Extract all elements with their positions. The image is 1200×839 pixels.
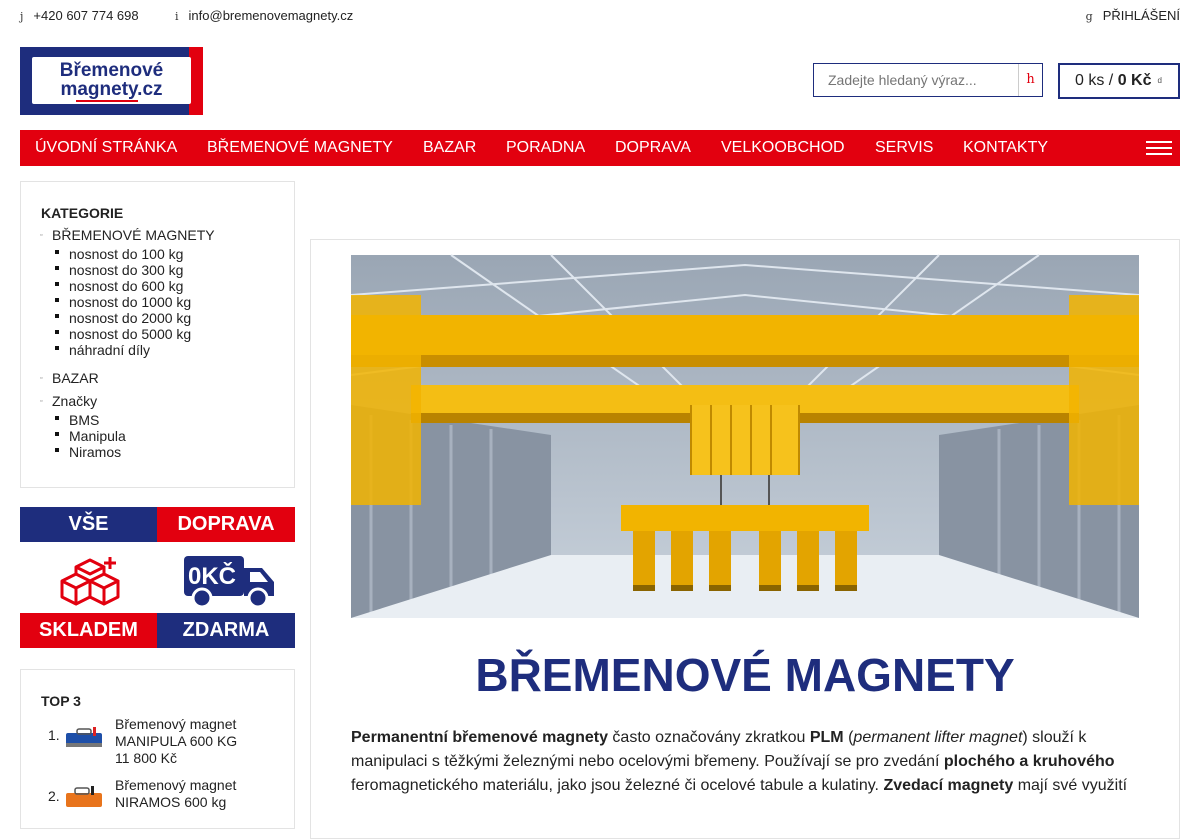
mail-icon: i [175,10,179,23]
logo-line-2: magnety.cz [60,79,163,100]
email-address: info@bremenovemagnety.cz [188,8,354,23]
nav-item-home[interactable]: ÚVODNÍ STRÁNKA [35,139,178,156]
main-content [310,239,1180,839]
subcategory-item[interactable]: nosnost do 600 kg [69,278,184,294]
promo-banner[interactable] [20,507,295,648]
site-logo[interactable] [20,47,203,115]
boxes-icon [54,551,124,607]
promo-shipping: DOPRAVA [157,507,295,542]
intro-paragraph: Permanentní břemenové magnety často označovány zkratkou PLM (permanent lifter magnet) slouží k manipulaci s těžkými železnými nebo ocelovými břemeny. Používají se pro zvedání plochého a kruhového feromagnetického materiálu, jako jsou železné či ocelové tabule a kulatiny. Zvedací magnety mají své využití [351,729,1128,794]
search-icon: h [1026,72,1035,87]
cart-price: 0 Kč [1117,72,1152,90]
categories-title: KATEGORIE [41,205,124,221]
top3-title: TOP 3 [41,693,81,709]
user-icon: g [1085,10,1093,23]
subcategory-item[interactable]: nosnost do 2000 kg [69,310,192,326]
product-thumb[interactable] [63,723,105,751]
logo-underline [76,100,138,102]
subcategory-item[interactable]: nosnost do 5000 kg [69,326,192,342]
nav-item-magnets[interactable]: BŘEMENOVÉ MAGNETY [207,139,393,156]
top3-price: 11 800 Kč [115,750,178,766]
promo-stock: SKLADEM [20,613,157,648]
login-label: PŘIHLÁŠENÍ [1102,8,1180,23]
top3-product-2[interactable]: Břemenový magnet NIRAMOS 600 kg [115,777,237,810]
subcategory-item[interactable]: náhradní díly [69,342,150,358]
promo-free: ZDARMA [157,613,295,648]
nav-item-servis[interactable]: SERVIS [875,139,934,156]
hero-image-crane [351,255,1139,618]
top3-rank: 1. [48,727,60,743]
search-button[interactable] [1018,64,1042,96]
categories-box [20,181,295,488]
subcategory-item[interactable]: nosnost do 1000 kg [69,294,192,310]
category-magnets[interactable]: ▫ BŘEMENOVÉ MAGNETY [40,227,215,243]
nav-item-velkoobchod[interactable]: VELKOOBCHOD [721,139,845,156]
subcategory-item[interactable]: nosnost do 100 kg [69,246,184,262]
cart-button[interactable] [1058,63,1180,99]
logo-inner [32,57,191,104]
phone-number: +420 607 774 698 [33,8,139,23]
category-bazar[interactable]: ▫ BAZAR [40,370,99,386]
nav-item-bazar[interactable]: BAZAR [423,139,477,156]
truck-label: 0KČ [188,563,237,590]
cart-separator: / [1104,72,1118,90]
brand-item[interactable]: BMS [69,412,100,428]
cart-icon: d [1157,76,1162,85]
nav-item-poradna[interactable]: PORADNA [506,139,586,156]
hamburger-menu-icon[interactable] [1146,140,1172,156]
email-link[interactable] [175,8,353,23]
nav-item-kontakty[interactable]: KONTAKTY [963,139,1049,156]
logo-red-stripe [189,47,203,115]
main-nav [20,130,1180,166]
promo-all: VŠE [20,507,157,542]
product-thumb[interactable] [63,783,105,811]
nav-item-doprava[interactable]: DOPRAVA [615,139,691,156]
top-bar [0,0,1200,32]
login-link[interactable] [1086,8,1180,23]
search-form [813,63,1043,97]
page-title: BŘEMENOVÉ MAGNETY [475,649,1015,701]
phone-link[interactable] [20,8,139,23]
top3-rank: 2. [48,788,60,804]
logo-line-1: Břemenové [59,60,164,81]
brand-item[interactable]: Niramos [69,444,122,460]
category-brands[interactable]: ▫ Značky [40,393,98,409]
phone-icon: j [20,10,24,23]
brand-item[interactable]: Manipula [69,428,126,444]
truck-icon [182,550,278,610]
subcategory-item[interactable]: nosnost do 300 kg [69,262,184,278]
top3-box [20,669,295,829]
cart-count: 0 ks [1075,72,1105,90]
top3-product-1[interactable]: Břemenový magnet MANIPULA 600 KG 11 800 Kč [115,716,265,767]
search-input[interactable] [814,64,1019,96]
